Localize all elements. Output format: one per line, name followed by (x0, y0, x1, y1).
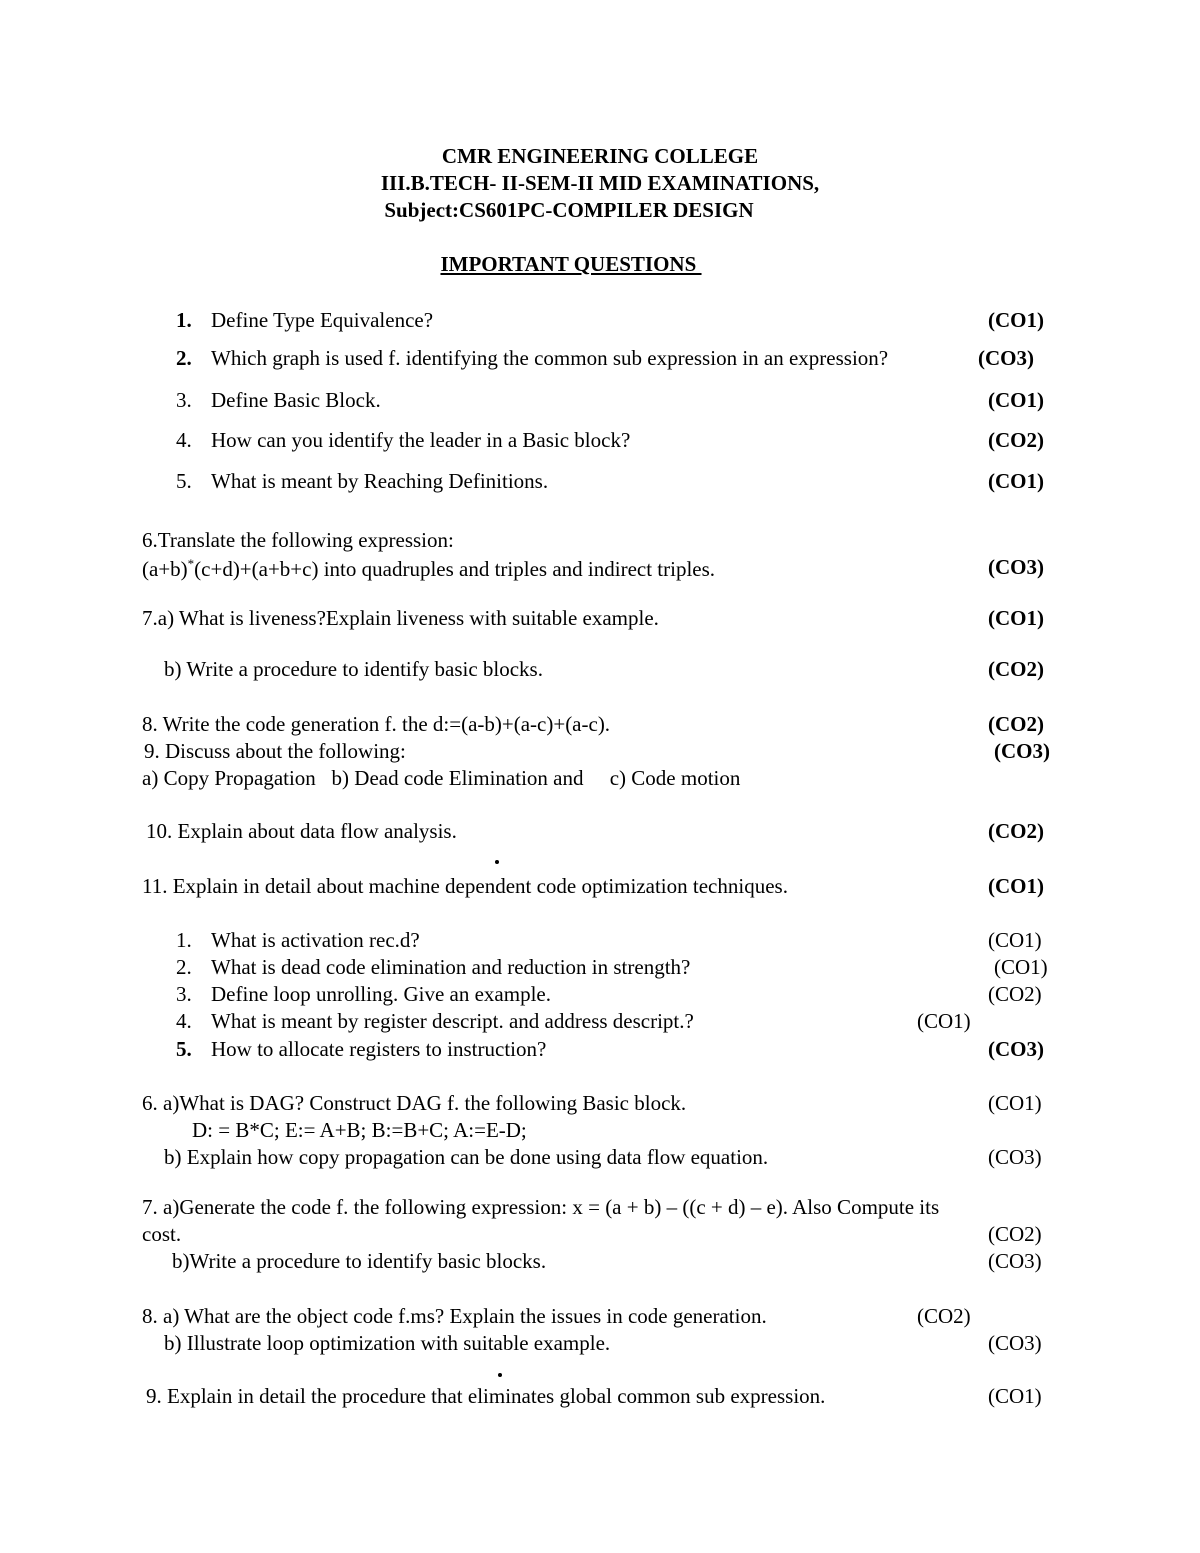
qa5-text: What is meant by Reaching Definitions. (211, 469, 549, 493)
qa4-number: 4. (176, 428, 192, 452)
college-name: CMR ENGINEERING COLLEGE (441, 144, 759, 168)
qb8-co: (CO2) (988, 712, 1044, 736)
qb9-co: (CO3) (994, 739, 1050, 763)
stray-dot (495, 860, 499, 864)
qc4-number: 4. (176, 1009, 192, 1033)
qd8a-co: (CO2) (917, 1304, 971, 1328)
section-title: IMPORTANT QUESTIONS (440, 252, 702, 276)
qa2-number: 2. (176, 346, 192, 370)
qa2-co: (CO3) (978, 346, 1034, 370)
qb6-expr-post: (c+d)+(a+b+c) into quadruples and triples and indirect triples. (194, 557, 716, 581)
qb6-co: (CO3) (988, 555, 1044, 579)
stray-dot (498, 1373, 502, 1377)
qd6b-co: (CO3) (988, 1145, 1042, 1169)
qd8b-text: b) Illustrate loop optimization with suitable example. (164, 1331, 611, 1355)
qb7b-co: (CO2) (988, 657, 1044, 681)
qa3-text: Define Basic Block. (211, 388, 381, 412)
qb10-co: (CO2) (988, 819, 1044, 843)
qc3-text: Define loop unrolling. Give an example. (211, 982, 551, 1006)
qd6a-basic-block: D: = B*C; E:= A+B; B:=B+C; A:=E-D; (192, 1118, 527, 1142)
qc5-number: 5. (176, 1037, 192, 1061)
subject-line: Subject:CS601PC-COMPILER DESIGN (384, 198, 754, 222)
qb11-co: (CO1) (988, 874, 1044, 898)
qc1-text: What is activation rec.d? (211, 928, 420, 952)
qa4-co: (CO2) (988, 428, 1044, 452)
qd6a-text: 6. a)What is DAG? Construct DAG f. the following Basic block. (142, 1091, 687, 1115)
qb10-text: 10. Explain about data flow analysis. (146, 819, 457, 843)
qd7a-line1: 7. a)Generate the code f. the following expression: x = (a + b) – ((c + d) – e). Also Compute its (142, 1195, 940, 1219)
qb6-expr-sup: * (187, 556, 195, 571)
qb6-line1: 6.Translate the following expression: (142, 528, 454, 552)
qc2-co: (CO1) (994, 955, 1048, 979)
qa3-co: (CO1) (988, 388, 1044, 412)
exam-title: III.B.TECH- II-SEM-II MID EXAMINATIONS, (380, 171, 820, 195)
qb6-expr-pre: (a+b) (142, 557, 188, 581)
qa5-co: (CO1) (988, 469, 1044, 493)
qd6b-text: b) Explain how copy propagation can be done using data flow equation. (164, 1145, 769, 1169)
qb7a-co: (CO1) (988, 606, 1044, 630)
qd7a-co: (CO2) (988, 1222, 1042, 1246)
qb7a-text: 7.a) What is liveness?Explain liveness with suitable example. (142, 606, 659, 630)
qd6a-co: (CO1) (988, 1091, 1042, 1115)
qb6-line2 (142, 557, 715, 580)
qd8a-text: 8. a) What are the object code f.ms? Explain the issues in code generation. (142, 1304, 767, 1328)
qb8-text: 8. Write the code generation f. the d:=(a-b)+(a-c)+(a-c). (142, 712, 611, 736)
qc1-co: (CO1) (988, 928, 1042, 952)
qa2-text: Which graph is used f. identifying the common sub expression in an expression? (211, 346, 889, 370)
qd7b-co: (CO3) (988, 1249, 1042, 1273)
qc5-text: How to allocate registers to instruction? (211, 1037, 547, 1061)
qa1-text: Define Type Equivalence? (211, 308, 434, 332)
qd7b-text: b)Write a procedure to identify basic blocks. (172, 1249, 547, 1273)
qc5-co: (CO3) (988, 1037, 1044, 1061)
qa5-number: 5. (176, 469, 192, 493)
qd9-co: (CO1) (988, 1384, 1042, 1408)
qb11-text: 11. Explain in detail about machine dependent code optimization techniques. (142, 874, 788, 898)
qc2-number: 2. (176, 955, 192, 979)
qc4-text: What is meant by register descript. and address descript.? (211, 1009, 694, 1033)
qc4-co: (CO1) (917, 1009, 971, 1033)
qa1-co: (CO1) (988, 308, 1044, 332)
qa4-text: How can you identify the leader in a Basic block? (211, 428, 631, 452)
qd8b-co: (CO3) (988, 1331, 1042, 1355)
qc2-text: What is dead code elimination and reduction in strength? (211, 955, 691, 979)
qc3-co: (CO2) (988, 982, 1042, 1006)
qa3-number: 3. (176, 388, 192, 412)
qc1-number: 1. (176, 928, 192, 952)
qc3-number: 3. (176, 982, 192, 1006)
qb9-options: a) Copy Propagation b) Dead code Elimination and c) Code motion (142, 766, 741, 790)
qd9-text: 9. Explain in detail the procedure that eliminates global common sub expression. (146, 1384, 826, 1408)
qa1-number: 1. (176, 308, 192, 332)
qb7b-text: b) Write a procedure to identify basic blocks. (164, 657, 543, 681)
qd7a-line2: cost. (142, 1222, 182, 1246)
qb9-text: 9. Discuss about the following: (144, 739, 406, 763)
